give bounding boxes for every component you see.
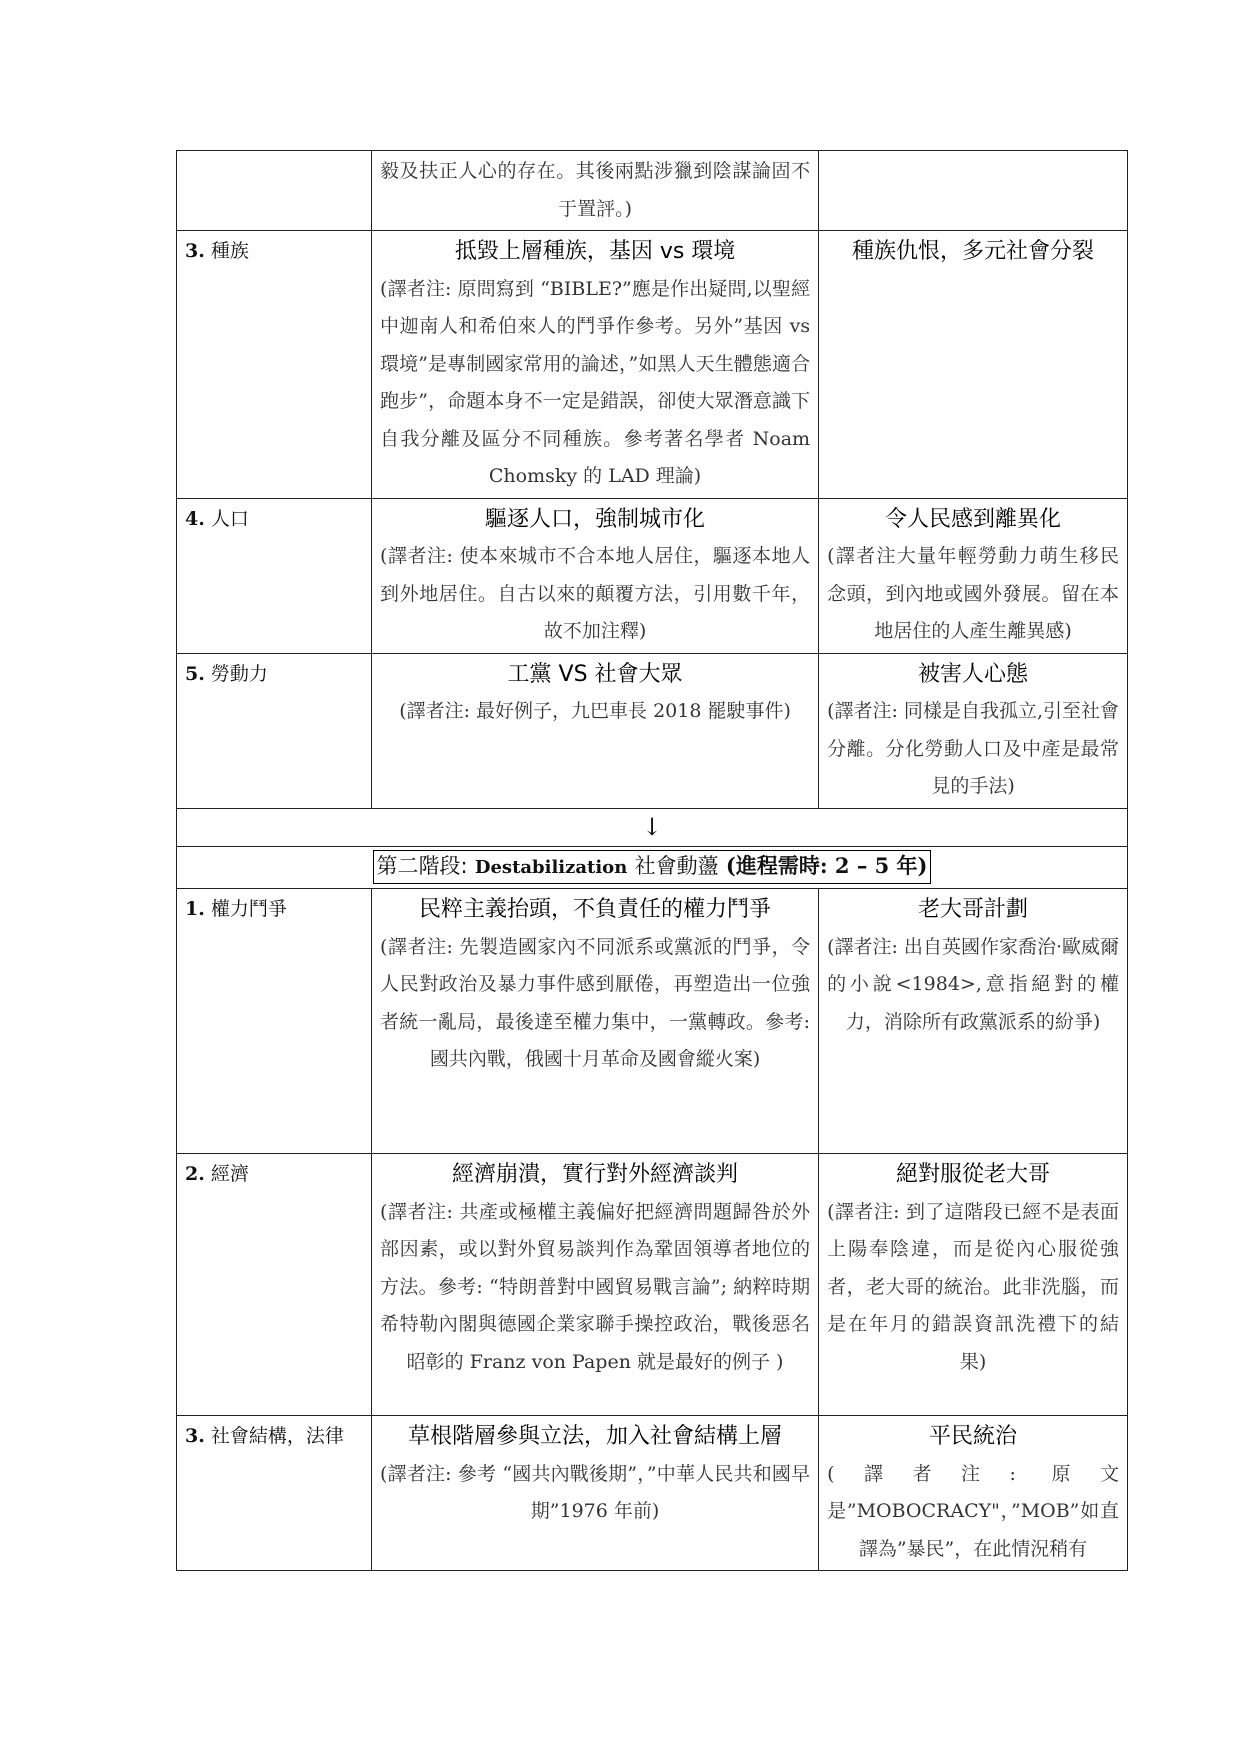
- stage-name: 社會動蘯: [634, 853, 719, 878]
- row-effect-cell: [819, 498, 1128, 653]
- arrow-cell: [177, 808, 1128, 846]
- row-effect-cell: [819, 889, 1128, 1154]
- row-method-cell: [372, 1416, 819, 1571]
- row-effect-cell: [819, 1416, 1128, 1571]
- row-label-cell: [177, 1154, 372, 1416]
- arrow-row: [177, 808, 1128, 846]
- effect-heading: 令人民感到離異化: [885, 506, 1062, 532]
- continuation-note-cell: [372, 151, 819, 231]
- stage-prefix: 第二階段:: [376, 853, 468, 878]
- stage-heading: [373, 850, 930, 884]
- row-label-cell: [177, 231, 372, 499]
- row-label-cell: [177, 498, 372, 653]
- row-number: 2.: [185, 1163, 205, 1185]
- row-method-cell: [372, 1154, 819, 1416]
- method-heading: 驅逐人口，強制城市化: [485, 506, 706, 532]
- method-heading: 草根階層參與立法，加入社會結構上層: [408, 1424, 783, 1449]
- translator-note: (譯者注: 到了這階段已經不是表面上陽奉陰違，而是從內心服從強者，老大哥的統治。此非洗腦，而是在年月的錯誤資訊洗禮下的結果): [827, 1200, 1119, 1373]
- row-method-cell: [372, 231, 819, 499]
- method-heading: 經濟崩潰，實行對外經濟談判: [452, 1162, 739, 1187]
- method-heading: 民粹主義抬頭，不負責任的權力鬥爭: [419, 897, 772, 922]
- table-row: [177, 653, 1128, 808]
- row-label-cell: [177, 1416, 372, 1571]
- row-number: 4.: [185, 507, 205, 530]
- row-effect-cell: [819, 151, 1128, 231]
- row-label-cell: [177, 653, 372, 808]
- row-number: 3.: [185, 240, 205, 262]
- stage-duration: (進程需時: 2 – 5 年): [725, 852, 928, 878]
- translator-note: (譯者注: 原文是”MOBOCRACY"，”MOB”如直譯為”暴民”，在此情況稍有: [827, 1462, 1119, 1560]
- effect-heading: 種族仇恨，多元社會分裂: [852, 239, 1095, 264]
- row-label: 人口: [210, 507, 249, 530]
- effect-heading: 平民統治: [929, 1424, 1018, 1449]
- effect-heading: 絕對服從老大哥: [896, 1162, 1051, 1187]
- effect-heading: 被害人心態: [918, 661, 1029, 687]
- stage-heading-row: [177, 846, 1128, 889]
- row-label: 勞動力: [210, 662, 268, 685]
- table-row: [177, 231, 1128, 499]
- translator-note: (譯者注: 同樣是自我孤立,引至社會分離。分化勞動人口及中產是最常見的手法): [827, 700, 1119, 797]
- row-label-cell: [177, 151, 372, 231]
- stage-english-name: Destabilization: [474, 856, 628, 878]
- translator-note: (譯者注: 共產或極權主義偏好把經濟問題歸咎於外部因素，或以對外貿易談判作為鞏固領導者地位的方法。參考: “特朗普對中國貿易戰言論”; 納粹時期希特勒內閣與德國企業家聯手操控政治，戰後惡名昭彰的 Franz von Papen 就是最好的例子 ): [380, 1200, 811, 1373]
- row-label-cell: [177, 889, 372, 1154]
- row-effect-cell: [819, 653, 1128, 808]
- table-row: [177, 889, 1128, 1154]
- row-method-cell: [372, 653, 819, 808]
- row-label: 種族: [210, 240, 249, 262]
- row-effect-cell: [819, 231, 1128, 499]
- row-effect-cell: [819, 1154, 1128, 1416]
- translator-note: (譯者注: 使本來城市不合本地人居住，驅逐本地人到外地居住。自古以來的顛覆方法，引用數千年，故不加注釋): [380, 545, 811, 642]
- stage-heading-cell: [177, 846, 1128, 889]
- down-arrow-icon: ↓: [641, 812, 663, 841]
- row-number: 5.: [185, 662, 205, 685]
- row-label: 權力鬥爭: [210, 898, 287, 920]
- table-row: [177, 151, 1128, 231]
- translator-note: (譯者注: 最好例子，九巴車長 2018 罷駛事件): [399, 700, 791, 722]
- method-heading: 抵毀上層種族，基因 vs 環境: [454, 239, 736, 264]
- table-row: [177, 498, 1128, 653]
- row-number: 3.: [185, 1425, 205, 1447]
- row-method-cell: [372, 498, 819, 653]
- translator-note: (譯者注: 出自英國作家喬治·歐威爾的小說<1984>,意指絕對的權力，消除所有政黨派系的紛爭): [827, 935, 1119, 1033]
- translator-note: (譯者注: 參考 “國共內戰後期”，”中華人民共和國早期”1976 年前): [380, 1462, 811, 1522]
- row-method-cell: [372, 889, 819, 1154]
- document-table: [176, 150, 1128, 1571]
- row-number: 1.: [185, 898, 205, 920]
- translator-note: (譯者注大量年輕勞動力萌生移民念頭，到內地或國外發展。留在本地居住的人產生離異感): [827, 545, 1119, 642]
- translator-note: (譯者注: 原問寫到 “BIBLE?”應是作出疑問,以聖經中迦南人和希伯來人的鬥爭作參考。另外”基因 vs 環境”是專制國家常用的論述，”如黑人天生體態適合跑步”，命題本身不一定是錯誤，卻使大眾潛意識下自我分離及區分不同種族。參考著名學者 Noam Chomsky 的 LAD 理論): [380, 277, 811, 487]
- row-label: 經濟: [210, 1163, 249, 1185]
- continuation-note: 毅及扶正人心的存在。其後兩點涉獵到陰謀論固不于置評。): [380, 160, 811, 220]
- method-heading: 工黨 VS 社會大眾: [507, 661, 683, 687]
- table-row: [177, 1154, 1128, 1416]
- translator-note: (譯者注: 先製造國家內不同派系或黨派的鬥爭，令人民對政治及暴力事件感到厭倦，再塑造出一位強者統一亂局，最後達至權力集中，一黨轉政。參考: 國共內戰，俄國十月革命及國會縱火案): [380, 935, 811, 1070]
- row-label: 社會結構，法律: [210, 1425, 344, 1447]
- table-row: [177, 1416, 1128, 1571]
- effect-heading: 老大哥計劃: [918, 897, 1029, 922]
